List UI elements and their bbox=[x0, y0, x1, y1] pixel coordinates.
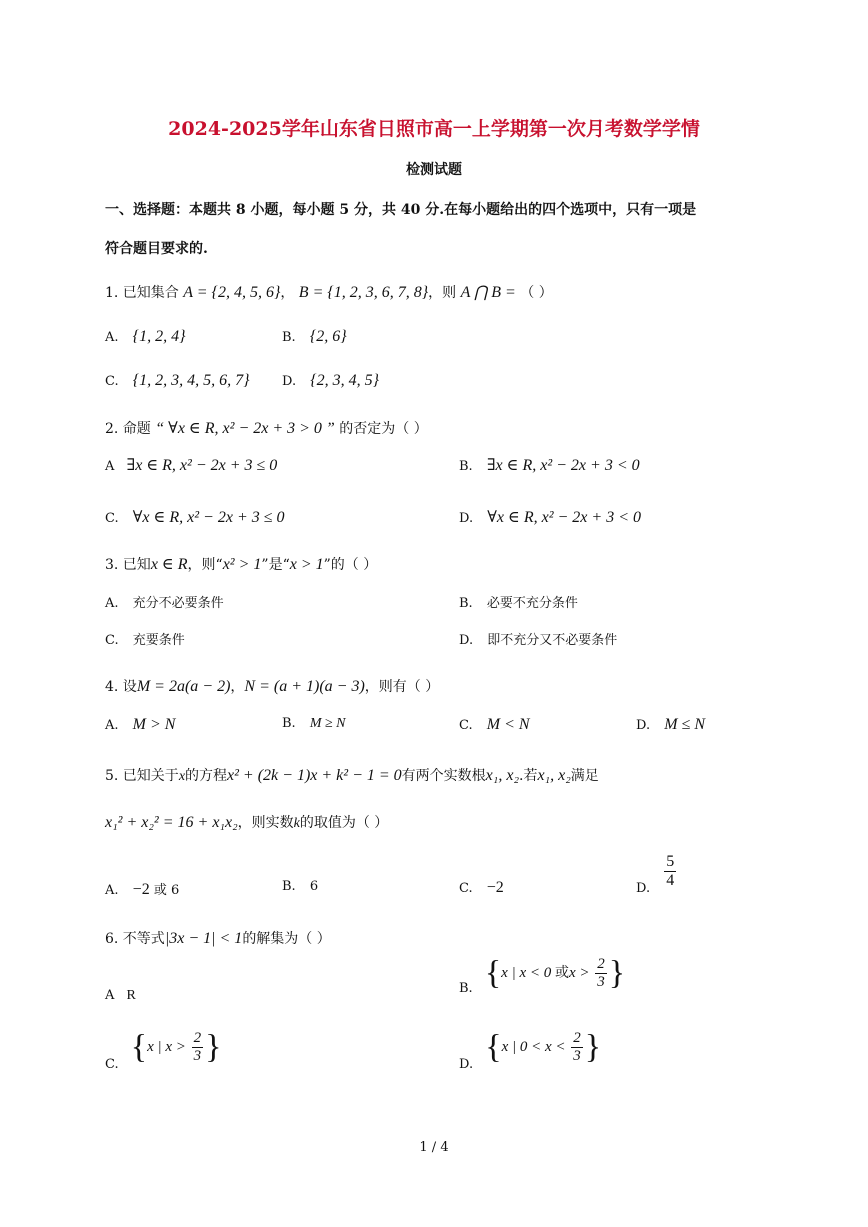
q6-prefix: 6. 不等式 bbox=[105, 931, 165, 947]
option-letter: D. bbox=[636, 718, 651, 733]
q1-sep: ， bbox=[280, 285, 295, 301]
option-value: M > N bbox=[132, 716, 176, 733]
option-letter: B. bbox=[459, 596, 473, 611]
option-value: 必要不充分条件 bbox=[486, 596, 578, 611]
question-4 bbox=[105, 676, 439, 696]
q1-tail: ，则 bbox=[428, 285, 457, 301]
q5-text: 满足 bbox=[570, 768, 599, 784]
option-letter: C. bbox=[459, 881, 473, 896]
set-builder bbox=[485, 1028, 602, 1066]
left-brace: { bbox=[130, 1028, 148, 1066]
question-2 bbox=[105, 418, 428, 438]
option-letter: A bbox=[105, 988, 115, 1003]
q5-equation: x² + (2k − 1)x + k² − 1 = 0 bbox=[227, 767, 402, 784]
q3-text: ，则“ bbox=[187, 557, 223, 573]
question-1 bbox=[105, 282, 553, 302]
q1-option-d bbox=[282, 372, 379, 390]
option-letter: A. bbox=[105, 718, 119, 733]
option-letter: D. bbox=[459, 1056, 474, 1072]
q3-option-d bbox=[459, 629, 617, 648]
fraction bbox=[664, 853, 676, 891]
option-letter: A. bbox=[105, 883, 119, 898]
fraction-denominator: 3 bbox=[193, 1048, 202, 1065]
fraction-denominator: 3 bbox=[573, 1048, 581, 1065]
q3-prefix: 3. 已知 bbox=[105, 557, 151, 573]
option-value: {2, 3, 4, 5} bbox=[310, 372, 380, 389]
q2-option-a bbox=[105, 455, 277, 475]
option-letter: B. bbox=[282, 879, 296, 894]
q6-option-b bbox=[459, 954, 626, 996]
q2-proposition: “ ∀x ∈ R, x² − 2x + 3 > 0 ” bbox=[155, 420, 335, 437]
set-condition: x | 0 < x < bbox=[501, 1039, 566, 1056]
q3-text: ”的（ ） bbox=[323, 557, 378, 573]
set-condition: x | x > bbox=[147, 1039, 186, 1056]
q2-option-b bbox=[459, 455, 640, 475]
q3-option-c bbox=[105, 629, 185, 648]
q1-prefix: 1. 已知集合 bbox=[105, 285, 179, 301]
fraction-numerator: 2 bbox=[192, 1030, 204, 1048]
q3-expr-1: x² > 1 bbox=[222, 556, 262, 573]
option-letter: D. bbox=[282, 374, 297, 389]
option-letter: C. bbox=[105, 633, 119, 648]
q5-condition: x₁² + x₂² = 16 + x₁x₂ bbox=[105, 814, 238, 831]
q5-k: k bbox=[293, 816, 300, 831]
option-value: 充要条件 bbox=[132, 633, 185, 648]
set-builder bbox=[130, 1028, 222, 1066]
question-5-line2 bbox=[105, 812, 388, 832]
option-value: ∀x ∈ R, x² − 2x + 3 < 0 bbox=[487, 509, 641, 526]
q1-answer-paren: （ ） bbox=[520, 285, 553, 301]
q5-roots: x₁, x₂ bbox=[537, 767, 571, 784]
option-letter: C. bbox=[459, 718, 473, 733]
q6-option-c bbox=[105, 1028, 222, 1072]
right-brace: } bbox=[608, 954, 626, 992]
option-extra: 或 6 bbox=[153, 883, 180, 898]
q6-tail: 的解集为（ ） bbox=[242, 931, 331, 947]
q4-option-b bbox=[282, 716, 346, 732]
q5-option-d bbox=[636, 853, 678, 896]
q5-text: 的取值为（ ） bbox=[299, 815, 389, 831]
option-letter: D. bbox=[459, 633, 474, 648]
fraction-denominator: 3 bbox=[597, 974, 605, 991]
q6-inequality: |3x − 1| < 1 bbox=[164, 930, 243, 947]
q1-option-a bbox=[105, 328, 185, 346]
option-value: M ≥ N bbox=[309, 716, 346, 731]
option-letter: A. bbox=[105, 596, 119, 611]
q4-option-a bbox=[105, 716, 175, 734]
option-value: M ≤ N bbox=[664, 716, 706, 733]
option-value: {2, 6} bbox=[309, 328, 347, 345]
exam-subtitle: 检测试题 bbox=[406, 162, 462, 178]
option-letter: C. bbox=[105, 374, 119, 389]
section-heading-line1: 一、选择题：本题共 8 小题，每小题 5 分，共 40 分.在每小题给出的四个选项中，只有一项是 bbox=[105, 202, 697, 218]
option-letter: D. bbox=[636, 881, 651, 896]
option-value: {1, 2, 3, 4, 5, 6, 7} bbox=[132, 372, 250, 389]
q5-text: ，则实数 bbox=[237, 815, 294, 831]
exam-title: 2024-2025学年山东省日照市高一上学期第一次月考数学学情 bbox=[168, 118, 700, 140]
q5-text: 的方程 bbox=[185, 768, 228, 784]
fraction-numerator: 2 bbox=[595, 956, 607, 974]
option-value: 即不充分又不必要条件 bbox=[487, 633, 618, 648]
set-connector: 或 bbox=[554, 965, 569, 982]
option-letter: B. bbox=[459, 980, 473, 996]
q1-set-a: A = {2, 4, 5, 6} bbox=[183, 284, 281, 301]
fraction-numerator: 5 bbox=[664, 853, 676, 872]
option-letter: B. bbox=[459, 459, 473, 474]
section-heading-line2: 符合题目要求的. bbox=[105, 241, 208, 257]
q5-prefix: 5. 已知关于 bbox=[105, 768, 179, 784]
q6-option-d bbox=[459, 1028, 602, 1072]
q3-expr-2: x > 1 bbox=[289, 556, 324, 573]
right-brace: } bbox=[205, 1028, 222, 1066]
option-value: −2 bbox=[486, 879, 504, 896]
option-letter: A bbox=[105, 459, 115, 474]
option-value: ∃x ∈ R, x² − 2x + 3 < 0 bbox=[486, 457, 640, 474]
question-5 bbox=[105, 765, 599, 785]
fraction-denominator: 4 bbox=[666, 872, 675, 890]
q3-condition: x ∈ R bbox=[150, 556, 188, 573]
fraction bbox=[595, 956, 607, 992]
left-brace: { bbox=[485, 1028, 502, 1066]
option-value: ∀x ∈ R, x² − 2x + 3 ≤ 0 bbox=[132, 509, 285, 526]
right-brace: } bbox=[584, 1028, 602, 1066]
option-letter: B. bbox=[282, 716, 296, 731]
q5-option-c bbox=[459, 879, 504, 897]
q3-option-a bbox=[105, 592, 224, 611]
q2-option-c bbox=[105, 507, 285, 527]
q5-text: .若 bbox=[519, 768, 538, 784]
q4-prefix: 4. 设 bbox=[105, 679, 137, 695]
fraction bbox=[571, 1030, 583, 1066]
q4-expr-m: M = 2a(a − 2) bbox=[136, 678, 231, 695]
q1-option-c bbox=[105, 372, 250, 390]
q4-option-c bbox=[459, 716, 530, 734]
q1-option-b bbox=[282, 328, 347, 346]
fraction-numerator: 2 bbox=[571, 1030, 583, 1048]
option-value: {1, 2, 4} bbox=[132, 328, 186, 345]
left-brace: { bbox=[484, 954, 502, 992]
set-condition: x | x < 0 bbox=[501, 965, 552, 982]
option-value: ∃x ∈ R, x² − 2x + 3 ≤ 0 bbox=[126, 457, 278, 474]
q5-text: 有两个实数根 bbox=[401, 768, 486, 784]
q5-option-a bbox=[105, 879, 179, 899]
q1-set-b: B = {1, 2, 3, 6, 7, 8} bbox=[298, 284, 429, 301]
option-letter: B. bbox=[282, 330, 296, 345]
q4-tail: ，则有（ ） bbox=[364, 679, 440, 695]
q3-option-b bbox=[459, 592, 578, 611]
q3-text: ”是“ bbox=[261, 557, 290, 573]
set-builder bbox=[484, 954, 626, 992]
q4-option-d bbox=[636, 716, 705, 734]
q2-tail: 的否定为（ ） bbox=[339, 421, 428, 437]
q5-option-b bbox=[282, 879, 318, 894]
q4-expr-n: N = (a + 1)(a − 3) bbox=[244, 678, 365, 695]
q2-option-d bbox=[459, 507, 641, 527]
page-number: 1 / 4 bbox=[419, 1140, 449, 1155]
q5-roots: x₁, x₂ bbox=[485, 767, 519, 784]
option-value: M < N bbox=[486, 716, 530, 733]
q6-option-a bbox=[105, 988, 136, 1004]
q5-var: x bbox=[178, 769, 186, 784]
option-value: −2 bbox=[132, 881, 150, 898]
q1-expression: A ⋂ B = bbox=[460, 284, 516, 301]
option-value: 充分不必要条件 bbox=[132, 596, 224, 611]
question-6 bbox=[105, 928, 331, 948]
option-value: 6 bbox=[309, 879, 319, 894]
option-letter: C. bbox=[105, 511, 119, 526]
option-letter: C. bbox=[105, 1056, 119, 1072]
option-letter: A. bbox=[105, 330, 119, 345]
fraction bbox=[192, 1030, 204, 1066]
option-value: R bbox=[126, 988, 136, 1003]
question-3 bbox=[105, 554, 377, 574]
q4-sep: ， bbox=[230, 679, 245, 695]
option-letter: D. bbox=[459, 511, 474, 526]
set-condition: x > bbox=[568, 965, 590, 982]
q2-prefix: 2. 命题 bbox=[105, 421, 151, 437]
